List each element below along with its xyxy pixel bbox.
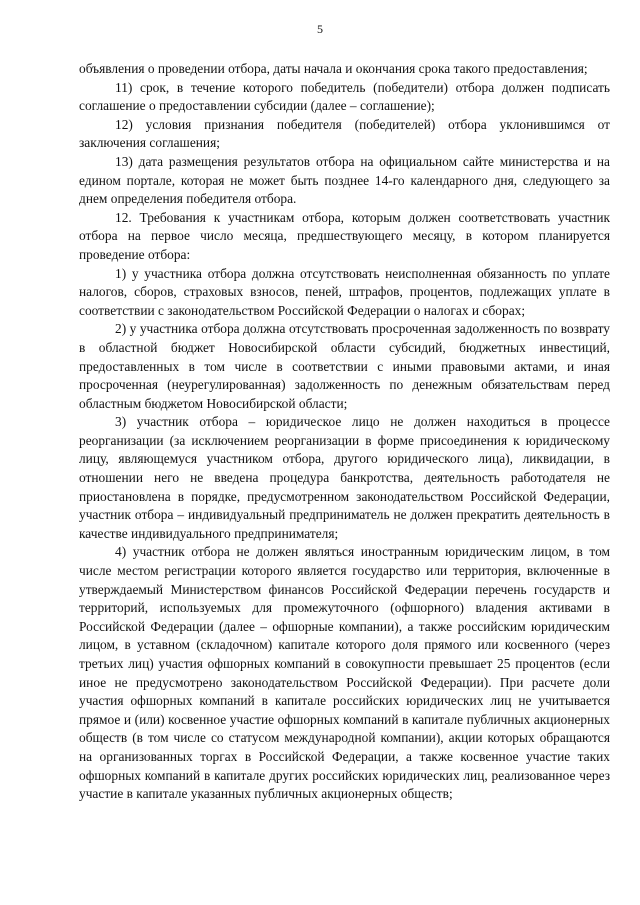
paragraph-continuation: объявления о проведении отбора, даты начала и окончания срока такого предоставления; [79, 61, 588, 76]
paragraph-requirement-1: 1) у участника отбора должна отсутствовать неисполненная обязанность по уплате налогов, сборов, страховых взносов, пеней, штрафов, процентов, подлежащих уплате в соответствии с законодательством Российской Федерации о налогах и сборах; [79, 265, 610, 318]
paragraph-requirement-4: 4) участник отбора не должен являться иностранным юридическим лицом, в том числе местом регистрации которого является государство или территория, включенные в утверждаемый Министерством финансов Российской Федерации перечень государств и территорий, используемых для промежуточного (офшорного) владения активами в Российской Федерации (далее – офшорные компании), а также российским юридическим лицом, в уставном (складочном) капитале которого доля прямого или косвенного (через третьих лиц) участия офшорных компаний в совокупности превышает 25 процентов (если иное не предусмотрено законодательством Российской Федерации). При расчете доли участия офшорных компаний в капитале российских юридических лиц не учитывается прямое и (или) косвенное участие офшорных компаний в капитале публичных акционерных обществ (в том числе со статусом международной компании), акции которых обращаются на организованных торгах в Российской Федерации, а также косвенное участие таких офшорных компаний в капитале других российских юридических лиц, реализованное через участие в капитале указанных публичных акционерных обществ; [79, 544, 610, 802]
paragraph-item-13: 13) дата размещения результатов отбора на официальном сайте министерства и на едином портале, которая не может быть позднее 14-го календарного дня, следующего за днем определения победителя отбора. [79, 153, 610, 207]
paragraph-item-11: 11) срок, в течение которого победитель (победители) отбора должен подписать соглашение о предоставлении субсидии (далее – соглашение); [79, 79, 610, 114]
paragraph-requirement-3: 3) участник отбора – юридическое лицо не должен находиться в процессе реорганизации (за исключением реорганизации в форме присоединения к юридическому лицу, являющемуся участником отбора, другого юридического лица), ликвидации, в отношении него не введена процедура банкротства, деятельность работодателя не приостановлена в порядке, предусмотренном законодательством Российской Федерации, участник отбора – индивидуальный предприниматель не должен прекратить деятельность в качестве индивидуального предпринимателя; [79, 414, 610, 541]
document-body [79, 60, 610, 804]
paragraph-item-12: 12) условия признания победителя (победителей) отбора уклонившимся от заключения соглашения; [79, 116, 610, 151]
paragraph-requirement-2: 2) у участника отбора должна отсутствовать просроченная задолженность по возврату в областной бюджет Новосибирской области субсидий, бюджетных инвестиций, предоставленных в том числе в соответствии с иными правовыми актами, и иная просроченная (неурегулированная) задолженность по денежным обязательствам перед областным бюджетом Новосибирской области; [79, 321, 610, 411]
page-number: 5 [317, 22, 323, 36]
paragraph-section-12: 12. Требования к участникам отбора, которым должен соответствовать участник отбора на первое число месяца, предшествующего месяцу, в котором планируется проведение отбора: [79, 209, 610, 262]
